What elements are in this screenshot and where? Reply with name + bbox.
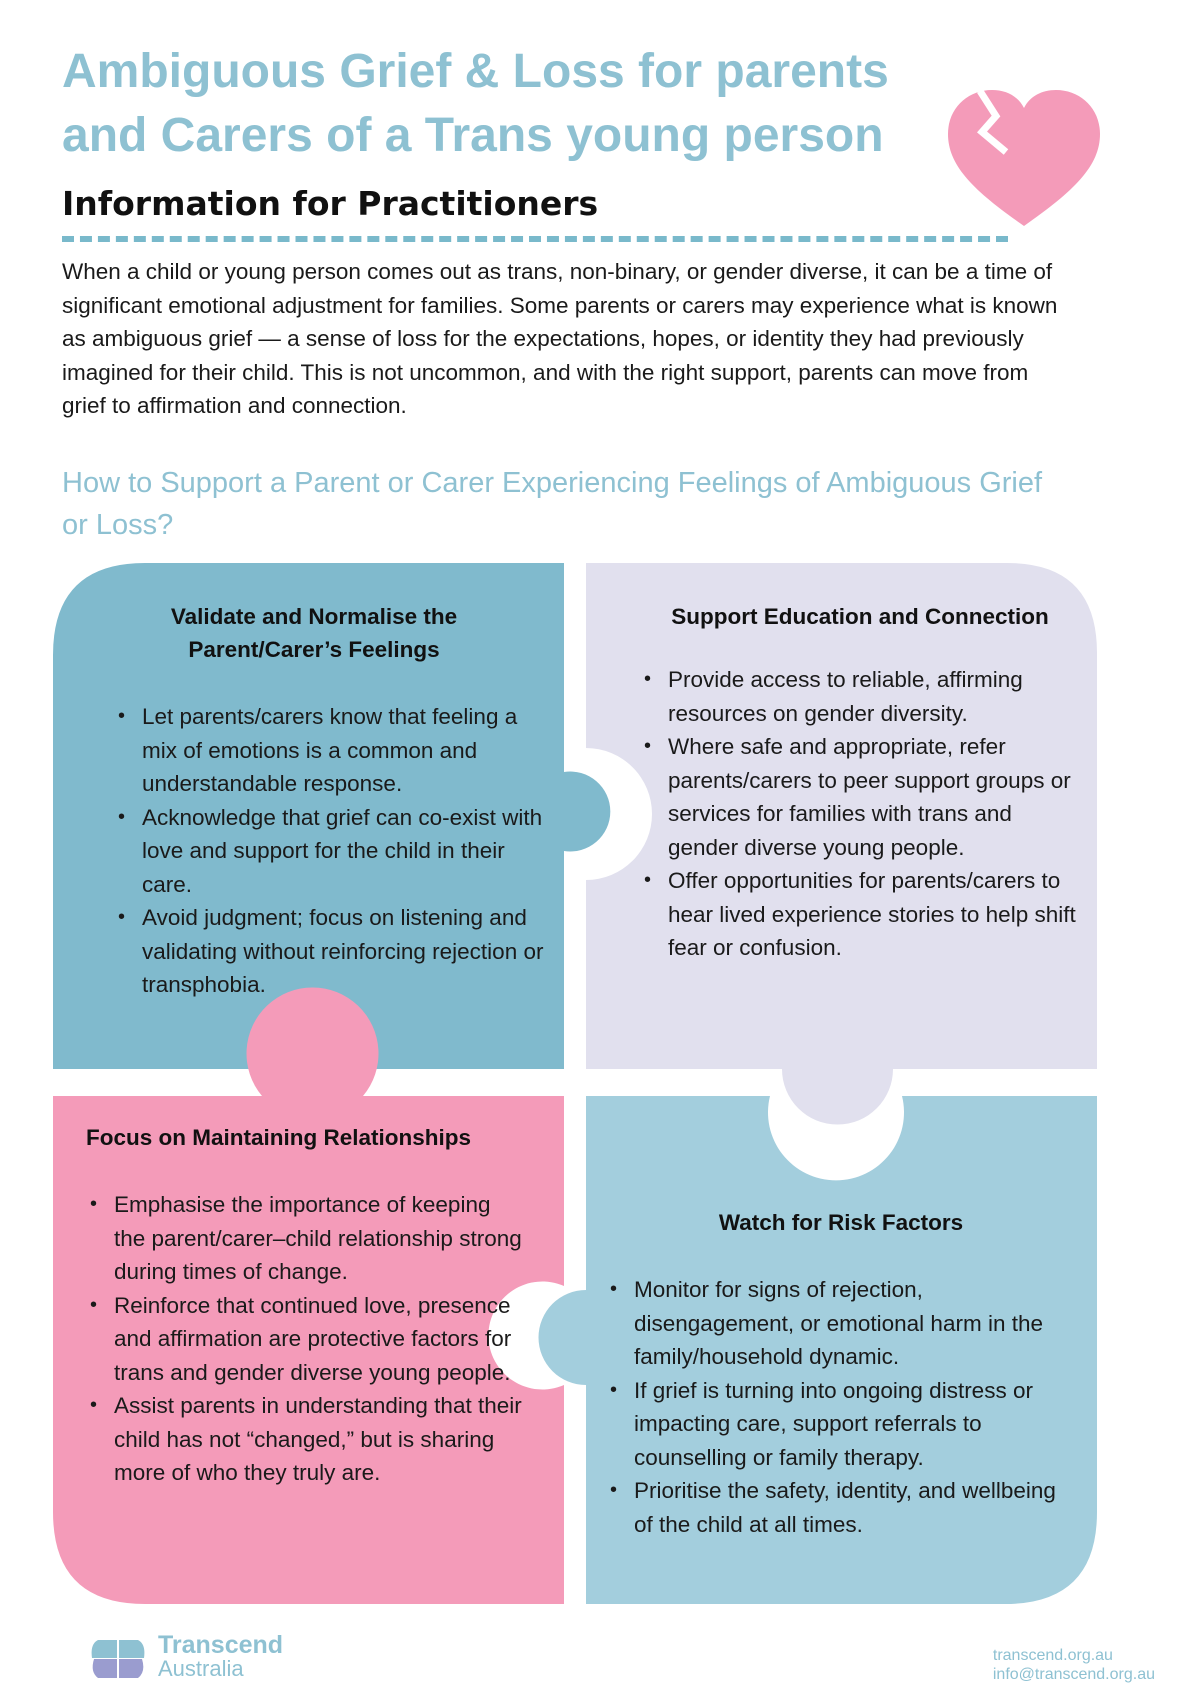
panel-heading: Support Education and Connection xyxy=(671,604,1049,629)
logo-name: Transcend xyxy=(158,1631,284,1659)
bullet-list xyxy=(640,663,1080,965)
panel-risk xyxy=(606,1206,1076,1541)
panel-validate xyxy=(114,600,546,1002)
list-item: • Let parents/carers know that feeling a mix of emotions is a common and understandable response. xyxy=(114,700,546,801)
bullet-list xyxy=(606,1273,1076,1541)
list-item: • Provide access to reliable, affirming resources on gender diversity. xyxy=(640,663,1080,730)
logo-subtitle: Australia xyxy=(158,1656,244,1681)
panel-relationships xyxy=(86,1121,526,1490)
list-item: • Where safe and appropriate, refer parents/carers to peer support groups or services for families with trans and gender diverse young people. xyxy=(640,730,1080,864)
bullet-list xyxy=(86,1188,526,1490)
panel-heading: Focus on Maintaining Relationships xyxy=(86,1125,472,1150)
list-item: • Monitor for signs of rejection, disengagement, or emotional harm in the family/household dynamic. xyxy=(606,1273,1076,1374)
intro-paragraph: When a child or young person comes out as trans, non-binary, or gender diverse, it can be a time of significant emotional adjustment for families. Some parents or carers may experience what is known as ambiguous grief — a sense of loss for the expectations, hopes, or identity they had previously imagined for their child. This is not uncommon, and with the right support, parents can move from grief to affirmation and connection. xyxy=(62,259,1058,418)
list-item: • If grief is turning into ongoing distress or impacting care, support referrals to counselling or family therapy. xyxy=(606,1374,1076,1475)
panel-heading: Watch for Risk Factors xyxy=(718,1210,964,1235)
list-item: • Avoid judgment; focus on listening and validating without reinforcing rejection or transphobia. xyxy=(114,901,546,1002)
list-item: • Assist parents in understanding that their child has not “changed,” but is sharing more of who they truly are. xyxy=(86,1389,526,1490)
panel-heading: Validate and Normalise the Parent/Carer’s Feelings xyxy=(170,604,458,662)
email-link[interactable]: info@transcend.org.au xyxy=(992,1666,1155,1683)
page-subtitle: Information for Practitioners xyxy=(62,184,599,223)
list-item: • Acknowledge that grief can co-exist with love and support for the child in their care. xyxy=(114,801,546,902)
butterfly-logo-icon xyxy=(88,1636,148,1680)
section-heading: How to Support a Parent or Carer Experiencing Feelings of Ambiguous Grief or Loss? xyxy=(62,467,1043,541)
bullet-list xyxy=(114,700,546,1002)
page-title: Ambiguous Grief & Loss for parents and Carers of a Trans young person xyxy=(62,45,889,162)
contact-info xyxy=(993,1646,1155,1684)
panel-education xyxy=(640,600,1080,965)
website-link[interactable]: transcend.org.au xyxy=(992,1647,1113,1664)
list-item: • Offer opportunities for parents/carers to hear lived experience stories to help shift fear or confusion. xyxy=(640,864,1080,965)
transcend-logo[interactable] xyxy=(88,1632,388,1682)
list-item: • Reinforce that continued love, presence and affirmation are protective factors for trans and gender diverse young people. xyxy=(86,1289,526,1390)
list-item: • Emphasise the importance of keeping the parent/carer–child relationship strong during times of change. xyxy=(86,1188,526,1289)
list-item: • Prioritise the safety, identity, and wellbeing of the child at all times. xyxy=(606,1474,1076,1541)
